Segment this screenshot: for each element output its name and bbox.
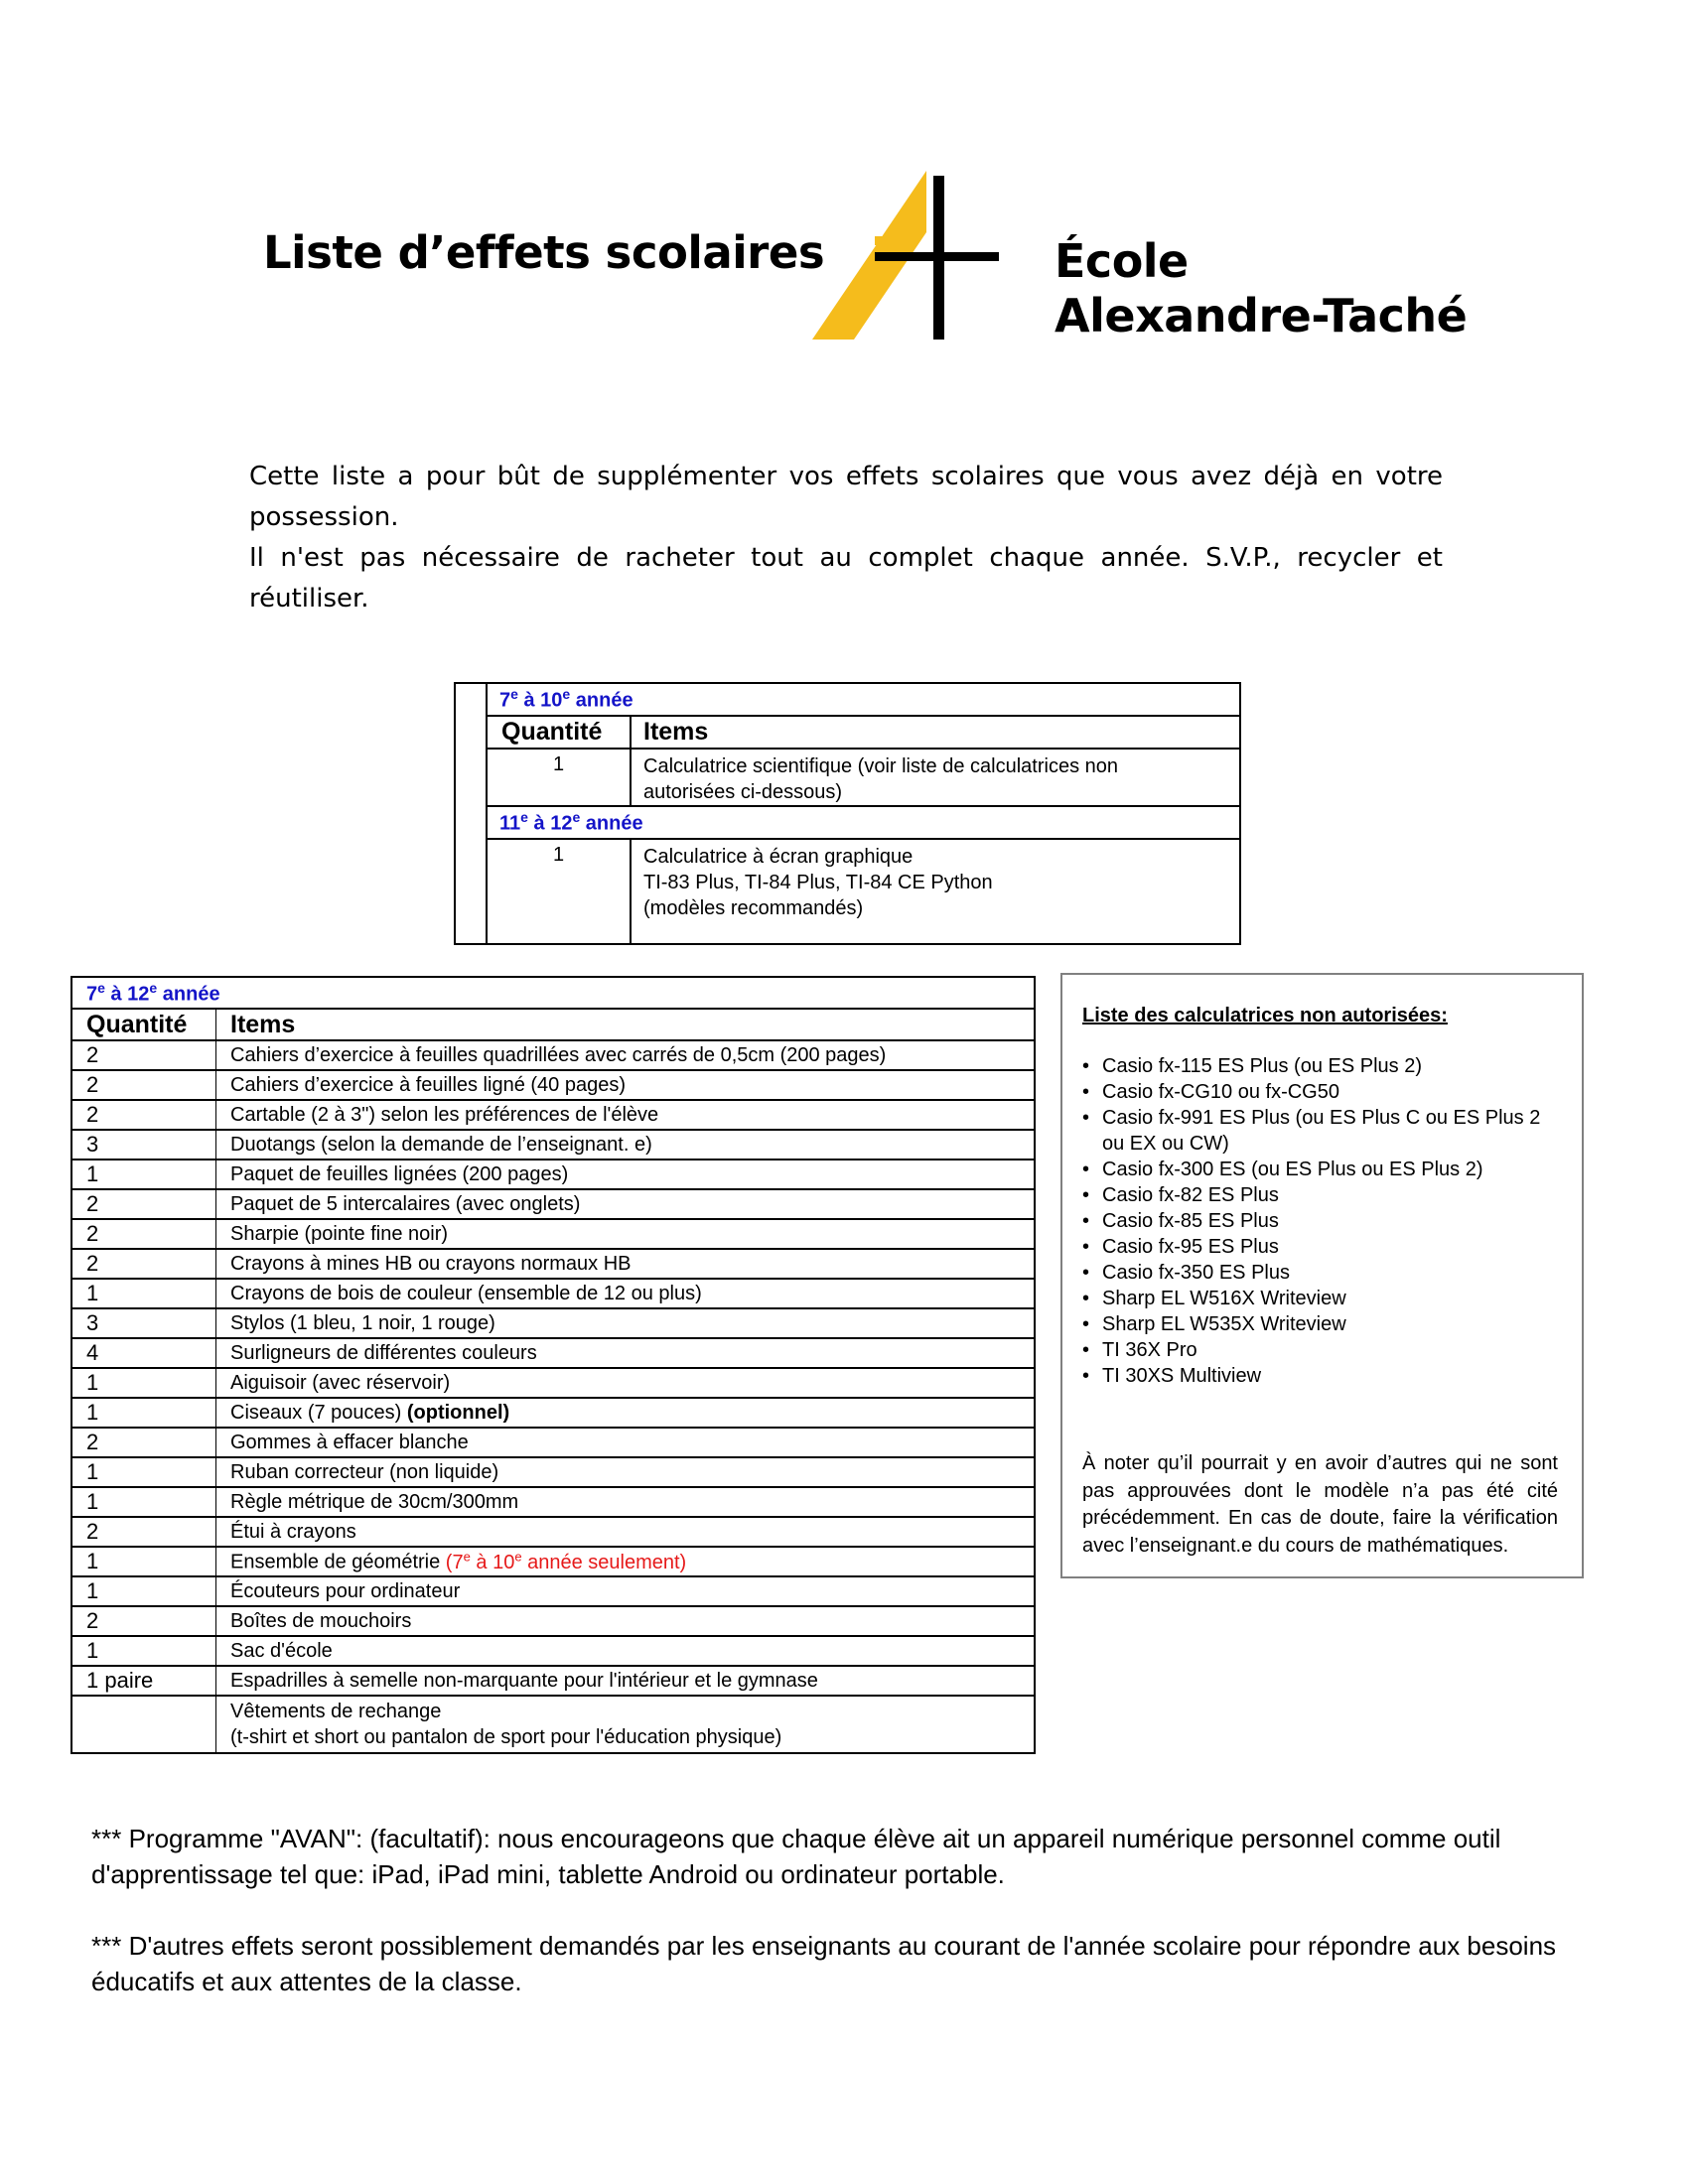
calc-list-item: • Casio fx-82 ES Plus <box>1082 1182 1558 1208</box>
row-quantity: 1 <box>487 839 631 944</box>
table-row <box>71 1219 1035 1249</box>
table-row <box>71 1696 1035 1753</box>
table-row <box>71 1547 1035 1576</box>
row-item: Duotangs (selon la demande de l’enseignant. e) <box>216 1130 1036 1160</box>
row-quantity <box>71 1696 216 1753</box>
table-row <box>71 1517 1035 1547</box>
header-quantity: Quantité <box>71 1009 216 1040</box>
school-name-line1: École <box>1055 234 1189 288</box>
table-row <box>71 1457 1035 1487</box>
calc-list-item: • TI 36X Pro <box>1082 1337 1558 1363</box>
row-quantity: 1 <box>71 1279 216 1308</box>
section-heading-7-12: 7e à 12e année <box>71 977 1035 1009</box>
calc-list <box>1082 1053 1558 1389</box>
table-row <box>71 1576 1035 1606</box>
table-row <box>71 1279 1035 1308</box>
grade-restriction-note: (7e à 10e année seulement) <box>445 1549 687 1573</box>
school-name-line2: Alexandre-Taché <box>1055 289 1468 342</box>
row-item: Règle métrique de 30cm/300mm <box>216 1487 1036 1517</box>
table-row <box>71 1398 1035 1428</box>
row-quantity: 1 <box>487 749 631 806</box>
table-row <box>71 1428 1035 1457</box>
row-quantity: 1 <box>71 1547 216 1576</box>
row-quantity: 1 <box>71 1457 216 1487</box>
row-quantity: 2 <box>71 1189 216 1219</box>
table-row <box>71 1189 1035 1219</box>
school-logo <box>812 171 1001 340</box>
row-quantity: 1 <box>71 1160 216 1189</box>
row-item: Sharpie (pointe fine noir) <box>216 1219 1036 1249</box>
header-items: Items <box>216 1009 1036 1040</box>
intro-paragraph-2: Il n'est pas nécessaire de racheter tout au complet chaque année. S.V.P., recycler et réutiliser. <box>249 543 1443 614</box>
footer-note-other: *** D'autres effets seront possiblement demandés par les enseignants au courant de l'année scolaire pour répondre aux besoins éducatifs et aux attentes de la classe. <box>91 1931 1557 1996</box>
calc-list-item: • Sharp EL W535X Writeview <box>1082 1311 1558 1337</box>
row-quantity: 2 <box>71 1040 216 1070</box>
table-row <box>71 1130 1035 1160</box>
row-item: Vêtements de rechange (t-shirt et short ou pantalon de sport pour l'éducation physique) <box>216 1696 1036 1753</box>
section-heading-7-10: 7e à 10e année <box>487 683 1240 716</box>
footer-note-avan: *** Programme "AVAN": (facultatif): nous encourageons que chaque élève ait un appareil numérique personnel comme outil d'apprentissage tel que: iPad, iPad mini, tablette Android ou ordinateur portable. <box>91 1824 1501 1889</box>
calc-list-item: • Casio fx-CG10 ou fx-CG50 <box>1082 1079 1558 1105</box>
logo-cross-vertical <box>933 176 944 340</box>
page-title: Liste d’effets scolaires <box>263 226 825 279</box>
row-quantity: 1 <box>71 1368 216 1398</box>
row-quantity: 1 <box>71 1636 216 1666</box>
intro-paragraph-1: Cette liste a pour bût de supplémenter vos effets scolaires que vous avez déjà en votre possession. <box>249 462 1443 532</box>
row-item: Ruban correcteur (non liquide) <box>216 1457 1036 1487</box>
calc-list-item: • Casio fx-95 ES Plus <box>1082 1234 1558 1260</box>
row-item: Étui à crayons <box>216 1517 1036 1547</box>
row-quantity: 2 <box>71 1606 216 1636</box>
row-quantity: 2 <box>71 1428 216 1457</box>
row-item: Cahiers d’exercice à feuilles ligné (40 pages) <box>216 1070 1036 1100</box>
table-row <box>71 1100 1035 1130</box>
calc-list-item: • Casio fx-991 ES Plus (ou ES Plus C ou ES Plus 2 ou EX ou CW) <box>1082 1105 1558 1157</box>
row-item: Gommes à effacer blanche <box>216 1428 1036 1457</box>
intro-text <box>249 457 1443 619</box>
section-heading-11-12: 11e à 12e année <box>487 806 1240 839</box>
table-row <box>71 1249 1035 1279</box>
row-item: Crayons à mines HB ou crayons normaux HB <box>216 1249 1036 1279</box>
row-item: Aiguisoir (avec réservoir) <box>216 1368 1036 1398</box>
table-gutter <box>455 683 487 944</box>
calc-list-item: • Sharp EL W516X Writeview <box>1082 1286 1558 1311</box>
row-item: Cahiers d’exercice à feuilles quadrillées avec carrés de 0,5cm (200 pages) <box>216 1040 1036 1070</box>
row-item: Boîtes de mouchoirs <box>216 1606 1036 1636</box>
header-quantity: Quantité <box>487 716 631 749</box>
table-row <box>455 749 1240 806</box>
row-quantity: 2 <box>71 1219 216 1249</box>
table-calculators <box>454 682 1241 945</box>
table-row <box>71 1070 1035 1100</box>
calc-list-item: • Casio fx-350 ES Plus <box>1082 1260 1558 1286</box>
table-row <box>71 1308 1035 1338</box>
row-item: Cartable (2 à 3") selon les préférences de l'élève <box>216 1100 1036 1130</box>
row-quantity: 1 <box>71 1487 216 1517</box>
row-quantity: 2 <box>71 1100 216 1130</box>
row-item: Espadrilles à semelle non-marquante pour l'intérieur et le gymnase <box>216 1666 1036 1696</box>
row-quantity: 1 <box>71 1398 216 1428</box>
calc-box-note: À noter qu’il pourrait y en avoir d’autres qui ne sont pas approuvées dont le modèle n’a pas été cité précédemment. En cas de doute, faire la vérification avec l’enseignant.e du cours de mathématiques. <box>1082 1452 1558 1557</box>
table-row <box>71 1338 1035 1368</box>
row-item: Sac d'école <box>216 1636 1036 1666</box>
table-supplies <box>70 976 1036 1754</box>
table-row <box>71 1160 1035 1189</box>
calc-list-item: • Casio fx-85 ES Plus <box>1082 1208 1558 1234</box>
row-item: Calculatrice à écran graphique TI-83 Plus, TI-84 Plus, TI-84 CE Python (modèles recommandés) <box>631 839 1240 944</box>
header-items: Items <box>631 716 1240 749</box>
calc-list-item: • Casio fx-115 ES Plus (ou ES Plus 2) <box>1082 1053 1558 1079</box>
row-item: Ciseaux (7 pouces) (optionnel) <box>216 1398 1036 1428</box>
row-item: Surligneurs de différentes couleurs <box>216 1338 1036 1368</box>
table-row <box>71 1606 1035 1636</box>
row-item: Calculatrice scientifique (voir liste de calculatrices non autorisées ci-dessous) <box>631 749 1240 806</box>
unauthorized-calculators-box <box>1060 973 1584 1578</box>
school-name <box>1055 234 1467 343</box>
row-quantity: 1 <box>71 1576 216 1606</box>
table-row <box>455 839 1240 944</box>
row-item: Ensemble de géométrie (7e à 10e année seulement) <box>216 1547 1036 1576</box>
row-quantity: 1 paire <box>71 1666 216 1696</box>
table-row <box>71 1040 1035 1070</box>
row-item: Paquet de feuilles lignées (200 pages) <box>216 1160 1036 1189</box>
row-item: Paquet de 5 intercalaires (avec onglets) <box>216 1189 1036 1219</box>
optional-label: (optionnel) <box>406 1401 510 1424</box>
row-quantity: 3 <box>71 1308 216 1338</box>
calc-list-item: • Casio fx-300 ES (ou ES Plus ou ES Plus 2) <box>1082 1157 1558 1182</box>
table-row <box>71 1487 1035 1517</box>
row-quantity: 2 <box>71 1249 216 1279</box>
row-quantity: 4 <box>71 1338 216 1368</box>
row-item: Crayons de bois de couleur (ensemble de 12 ou plus) <box>216 1279 1036 1308</box>
calc-box-title: Liste des calculatrices non autorisées: <box>1082 1005 1448 1026</box>
table-row <box>71 1666 1035 1696</box>
row-item: Stylos (1 bleu, 1 noir, 1 rouge) <box>216 1308 1036 1338</box>
table-row <box>71 1368 1035 1398</box>
table-row <box>71 1636 1035 1666</box>
row-quantity: 2 <box>71 1517 216 1547</box>
row-quantity: 2 <box>71 1070 216 1100</box>
row-quantity: 3 <box>71 1130 216 1160</box>
calc-list-item: • TI 30XS Multiview <box>1082 1363 1558 1389</box>
row-item: Écouteurs pour ordinateur <box>216 1576 1036 1606</box>
